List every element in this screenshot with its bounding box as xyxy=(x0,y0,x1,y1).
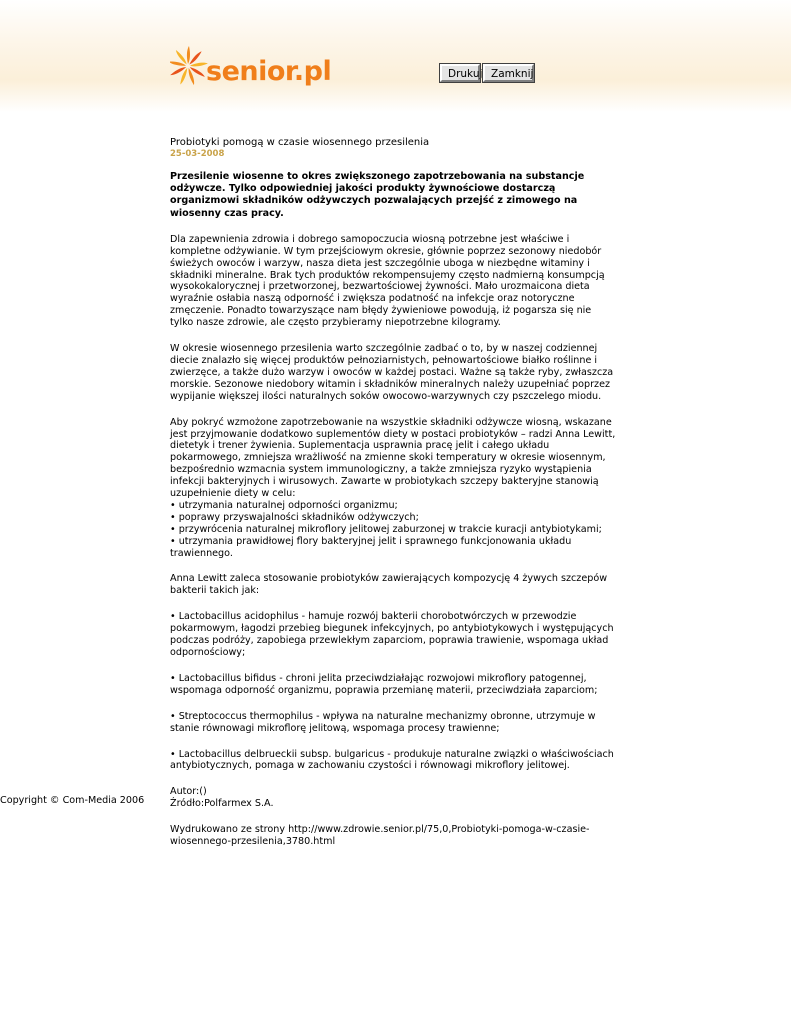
site-logo[interactable] xyxy=(170,46,332,96)
star-burst-icon xyxy=(170,46,210,90)
article-lead: Przesilenie wiosenne to okres zwiększonego zapotrzebowania na substancje odżywcze. Tylko odpowiedniej jakości produkty żywnościowe dostarczą organizmowi składników odżywczych pozwalających przejść z zimowego na wiosenny czas pracy. xyxy=(170,171,585,219)
toolbar xyxy=(440,64,534,82)
article-title: Probiotyki pomogą w czasie wiosennego przesilenia xyxy=(170,137,430,148)
goals-list xyxy=(170,500,616,560)
list-item: • utrzymania prawidłowej flory bakteryjnej jelit i sprawnego funkcjonowania układu trawiennego. xyxy=(170,535,572,559)
paragraph-1: Dla zapewnienia zdrowia i dobrego samopoczucia wiosną potrzebne jest właściwe i kompletne odżywianie. W tym przejściowym okresie, głównie poprzez sezonowy niedobór świeżych owoców i warzyw, nasza dieta jest szczególnie uboga w niezbędne witaminy i składniki mineralne. Brak tych produktów rekompensujemy często nadmierną konsumpcją wysokokalorycznej i przetworzonej, bezwartościowej żywności. Mało urozmaicona dieta wyraźnie osłabia naszą odporność i zwiększa podatność na infekcje oraz notoryczne zmęczenie. Ponadto towarzyszące nam błędy żywieniowe powodują, iż pogarsza się nie tylko nasze zdrowie, ale często przybieramy niepotrzebne kilogramy. xyxy=(170,233,605,329)
paragraph-3: Aby pokryć wzmożone zapotrzebowanie na wszystkie składniki odżywcze wiosną, wskazane jest przyjmowanie dodatkowo suplementów diety w postaci probiotyków – radzi Anna Lewitt, dietetyk i trener żywienia. Suplementacja usprawnia pracę jelit i całego układu pokarmowego, zmniejsza wrażliwość na zmienne skoki temperatury w okresie wiosennym, bezpośrednio wzmacnia system immunologiczny, a także zmniejsza ryzyko wystąpienia infekcji bakteryjnych i wirusowych. Zawarte w probiotykach szczepy bakteryjne stanowią uzupełnienie diety w celu: xyxy=(170,416,616,500)
list-item: • poprawy przyswajalności składników odżywczych; xyxy=(170,511,419,523)
strain-item: • Lactobacillus acidophilus - hamuje rozwój bakterii chorobotwórczych w przewodzie pokarmowym, łagodzi przebieg biegunek infekcyjnych, po antybiotykowych i występujących podczas podróży, zapobiega przewlekłym zaparciom, poprawia trawienie, wspomaga układ odpornościowy; xyxy=(170,611,614,658)
strains-intro: Anna Lewitt zaleca stosowanie probiotyków zawierających kompozycję 4 żywych szczepów bakterii takich jak: xyxy=(170,573,608,597)
paragraph-2: W okresie wiosennego przesilenia warto szczególnie zadbać o to, by w naszej codziennej diecie znalazło się więcej produktów pełnoziarnistych, pełnowartościowe białko roślinne i zwierzęce, a także dużo warzyw i owoców w każdej postaci. Ważne są także ryby, zwłaszcza morskie. Sezonowe niedobory witamin i składników mineralnych należy uzupełniać poprzez wypijanie większej ilości naturalnych soków owocowo-warzywnych czy pszczelego miodu. xyxy=(170,343,614,402)
close-button[interactable]: Zamknij xyxy=(483,64,534,82)
list-item: • utrzymania naturalnej odporności organizmu; xyxy=(170,499,398,511)
article-date: 25-03-2008 xyxy=(170,149,225,159)
strain-item: • Lactobacillus bifidus - chroni jelita przeciwdziałając rozwojowi mikroflory patogennej, wspomaga odporność organizmu, poprawia przemianę materii, przeciwdziała zaparciom; xyxy=(170,672,598,696)
strain-item: • Streptococcus thermophilus - wpływa na naturalne mechanizmy obronne, utrzymuje w stanie równowagi mikroflorę jelitową, wspomaga procesy trawienne; xyxy=(170,710,596,734)
strain-item: • Lactobacillus delbrueckii subsp. bulgaricus - produkuje naturalne związki o właściwościach antybiotycznych, pomaga w zachowaniu czystości i równowagi mikroflory jelitowej. xyxy=(170,748,614,772)
article-source: Źródło:Polfarmex S.A. xyxy=(170,798,274,810)
header-band xyxy=(0,0,791,112)
printed-from-note: Wydrukowano ze strony http://www.zdrowie.senior.pl/75,0,Probiotyki-pomoga-w-czasie-wiosennego-przesilenia,3780.html xyxy=(170,824,590,848)
copyright: Copyright © Com-Media 2006 xyxy=(0,795,145,806)
print-button[interactable]: Drukuj xyxy=(440,64,480,82)
article xyxy=(170,137,616,848)
list-item: • przywrócenia naturalnej mikroflory jelitowej zaburzonej w trakcie kuracji antybiotykami; xyxy=(170,523,602,535)
logo-text: senior.pl xyxy=(206,56,332,87)
article-author: Autor:() xyxy=(170,786,207,798)
